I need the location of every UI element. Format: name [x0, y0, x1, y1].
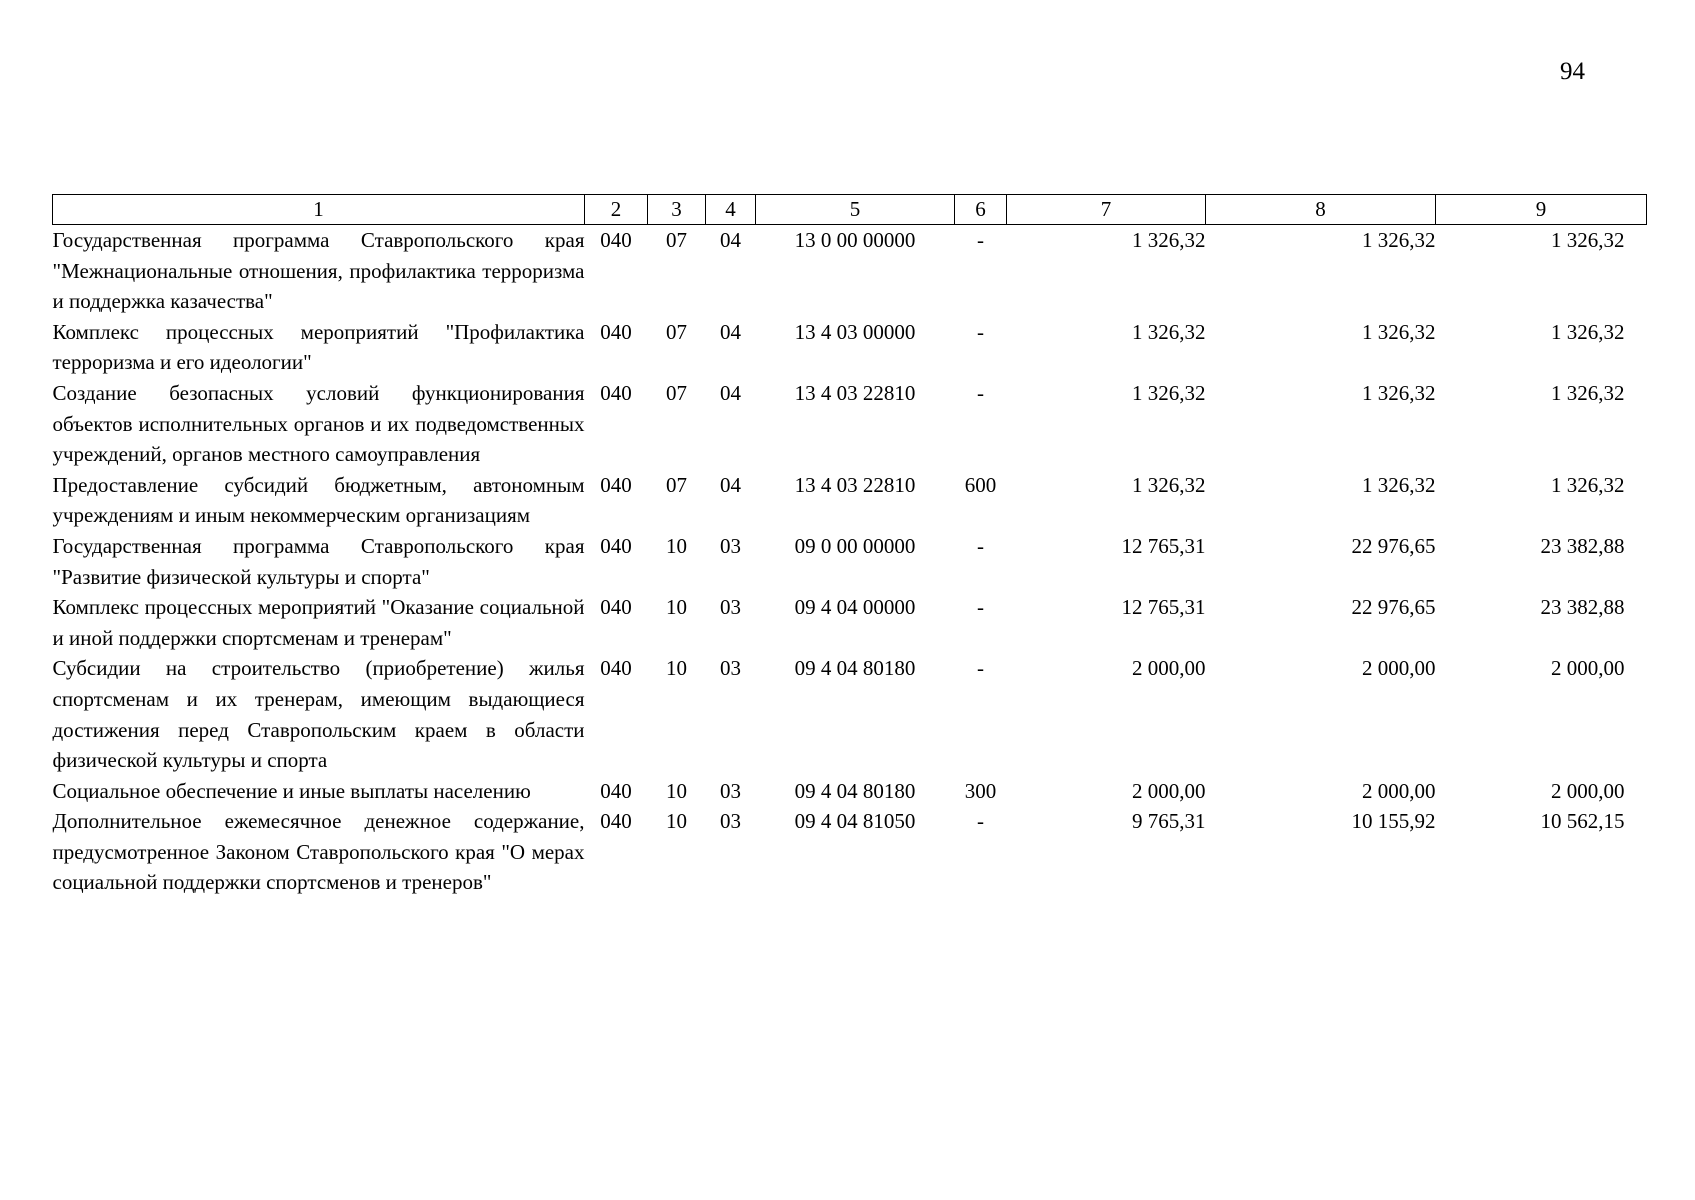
amount-cell: 1 326,32 [1362, 319, 1436, 344]
target-article-cell: 13 4 03 22810 [794, 380, 916, 405]
ministry-code-cell: 040 [600, 595, 632, 620]
section-code-cell: 07 [666, 472, 687, 497]
amount-cell: 2 000,00 [1362, 656, 1436, 681]
expense-type-cell: - [977, 228, 984, 252]
amount-cell: 1 326,32 [1362, 380, 1436, 405]
section-code-cell: 10 [666, 809, 687, 834]
expense-type-cell: 300 [964, 778, 997, 803]
target-article-cell: 09 4 04 80180 [794, 656, 916, 681]
amount-cell: 2 000,00 [1132, 778, 1206, 803]
expense-type-cell: - [977, 595, 984, 620]
section-code-cell: 10 [666, 595, 687, 620]
amount-cell: 12 765,31 [1121, 533, 1206, 558]
amount-cell: 12 765,31 [1121, 595, 1206, 620]
expense-type-cell: - [977, 319, 984, 344]
amount-cell: 1 326,32 [1362, 228, 1436, 252]
ministry-code-cell: 040 [600, 778, 632, 803]
ministry-code-cell: 040 [600, 319, 632, 344]
amount-cell: 2 000,00 [1551, 656, 1625, 681]
target-article-cell: 09 4 04 80180 [794, 778, 916, 803]
amount-cell: 10 562,15 [1540, 809, 1625, 834]
amount-cell: 1 326,32 [1362, 472, 1436, 497]
item-name-cell: Субсидии на строительство (приобретение) жилья спортсменам и их тренерам, имеющим выдающиеся достижения перед Ставропольским краем в области физической культуры и спорта [52, 656, 585, 773]
subsection-code-cell: 04 [720, 380, 741, 405]
item-name-cell: Дополнительное ежемесячное денежное содержание, предусмотренное Законом Ставропольского края "О мерах социальной поддержки спортсменов и тренеров" [52, 809, 585, 895]
column-header: 4 [706, 195, 756, 225]
subsection-code-cell: 04 [720, 228, 741, 252]
subsection-code-cell: 04 [720, 472, 741, 497]
item-name-cell: Государственная программа Ставропольского края "Развитие физической культуры и спорта" [52, 533, 585, 589]
table-row [53, 806, 1647, 898]
section-code-cell: 10 [666, 533, 687, 558]
table-row [53, 531, 1647, 592]
amount-cell: 22 976,65 [1351, 533, 1436, 558]
amount-cell: 1 326,32 [1132, 380, 1206, 405]
item-name-cell: Государственная программа Ставропольского края "Межнациональные отношения, профилактика терроризма и поддержка казачества" [52, 228, 585, 314]
ministry-code-cell: 040 [600, 228, 632, 252]
amount-cell: 9 765,31 [1132, 809, 1206, 834]
expense-type-cell: - [977, 533, 984, 558]
ministry-code-cell: 040 [600, 533, 632, 558]
column-header: 9 [1436, 195, 1647, 225]
amount-cell: 23 382,88 [1540, 595, 1625, 620]
section-code-cell: 10 [666, 778, 687, 803]
amount-cell: 1 326,32 [1132, 228, 1206, 252]
amount-cell: 1 326,32 [1551, 472, 1625, 497]
amount-cell: 1 326,32 [1132, 319, 1206, 344]
item-name-cell: Социальное обеспечение и иные выплаты населению [52, 778, 531, 803]
column-header: 5 [756, 195, 955, 225]
target-article-cell: 13 0 00 00000 [794, 228, 916, 252]
target-article-cell: 13 4 03 22810 [794, 472, 916, 497]
amount-cell: 10 155,92 [1351, 809, 1436, 834]
table-row [53, 592, 1647, 653]
column-header: 7 [1007, 195, 1206, 225]
subsection-code-cell: 03 [720, 595, 741, 620]
column-header: 6 [955, 195, 1007, 225]
section-code-cell: 10 [666, 656, 687, 681]
table-body [53, 225, 1647, 899]
table-row [53, 317, 1647, 378]
column-header: 2 [585, 195, 648, 225]
amount-cell: 2 000,00 [1132, 656, 1206, 681]
budget-table [52, 194, 1647, 898]
amount-cell: 1 326,32 [1551, 380, 1625, 405]
section-code-cell: 07 [666, 228, 687, 252]
subsection-code-cell: 03 [720, 778, 741, 803]
section-code-cell: 07 [666, 380, 687, 405]
amount-cell: 1 326,32 [1132, 472, 1206, 497]
subsection-code-cell: 03 [720, 533, 741, 558]
table-row [53, 776, 1647, 807]
expense-type-cell: - [977, 809, 984, 834]
ministry-code-cell: 040 [600, 472, 632, 497]
amount-cell: 23 382,88 [1540, 533, 1625, 558]
target-article-cell: 09 4 04 00000 [794, 595, 916, 620]
item-name-cell: Создание безопасных условий функционирования объектов исполнительных органов и их подведомственных учреждений, органов местного самоуправления [52, 380, 585, 467]
expense-type-cell: 600 [964, 472, 997, 497]
table-row [53, 378, 1647, 470]
target-article-cell: 09 4 04 81050 [794, 809, 916, 834]
amount-cell: 2 000,00 [1362, 778, 1436, 803]
expense-type-cell: - [977, 380, 984, 405]
table-row [53, 470, 1647, 531]
item-name-cell: Комплекс процессных мероприятий "Оказание социальной и иной поддержки спортсменам и тренерам" [52, 595, 585, 650]
target-article-cell: 13 4 03 00000 [794, 319, 916, 344]
amount-cell: 1 326,32 [1551, 228, 1625, 252]
expense-type-cell: - [977, 656, 984, 681]
table-row [53, 225, 1647, 317]
table-header-row [53, 195, 1647, 225]
column-header: 3 [648, 195, 706, 225]
subsection-code-cell: 03 [720, 809, 741, 834]
column-header: 1 [53, 195, 585, 225]
amount-cell: 22 976,65 [1351, 595, 1436, 620]
column-header: 8 [1206, 195, 1436, 225]
subsection-code-cell: 04 [720, 319, 741, 344]
target-article-cell: 09 0 00 00000 [794, 533, 916, 558]
subsection-code-cell: 03 [720, 656, 741, 681]
item-name-cell: Комплекс процессных мероприятий "Профилактика терроризма и его идеологии" [52, 319, 585, 375]
ministry-code-cell: 040 [600, 656, 632, 681]
amount-cell: 2 000,00 [1551, 778, 1625, 803]
table-row [53, 653, 1647, 775]
item-name-cell: Предоставление субсидий бюджетным, автономным учреждениям и иным некоммерческим организациям [52, 472, 585, 528]
section-code-cell: 07 [666, 319, 687, 344]
amount-cell: 1 326,32 [1551, 319, 1625, 344]
page-number: 94 [1560, 58, 1585, 85]
ministry-code-cell: 040 [600, 380, 632, 405]
ministry-code-cell: 040 [600, 809, 632, 834]
